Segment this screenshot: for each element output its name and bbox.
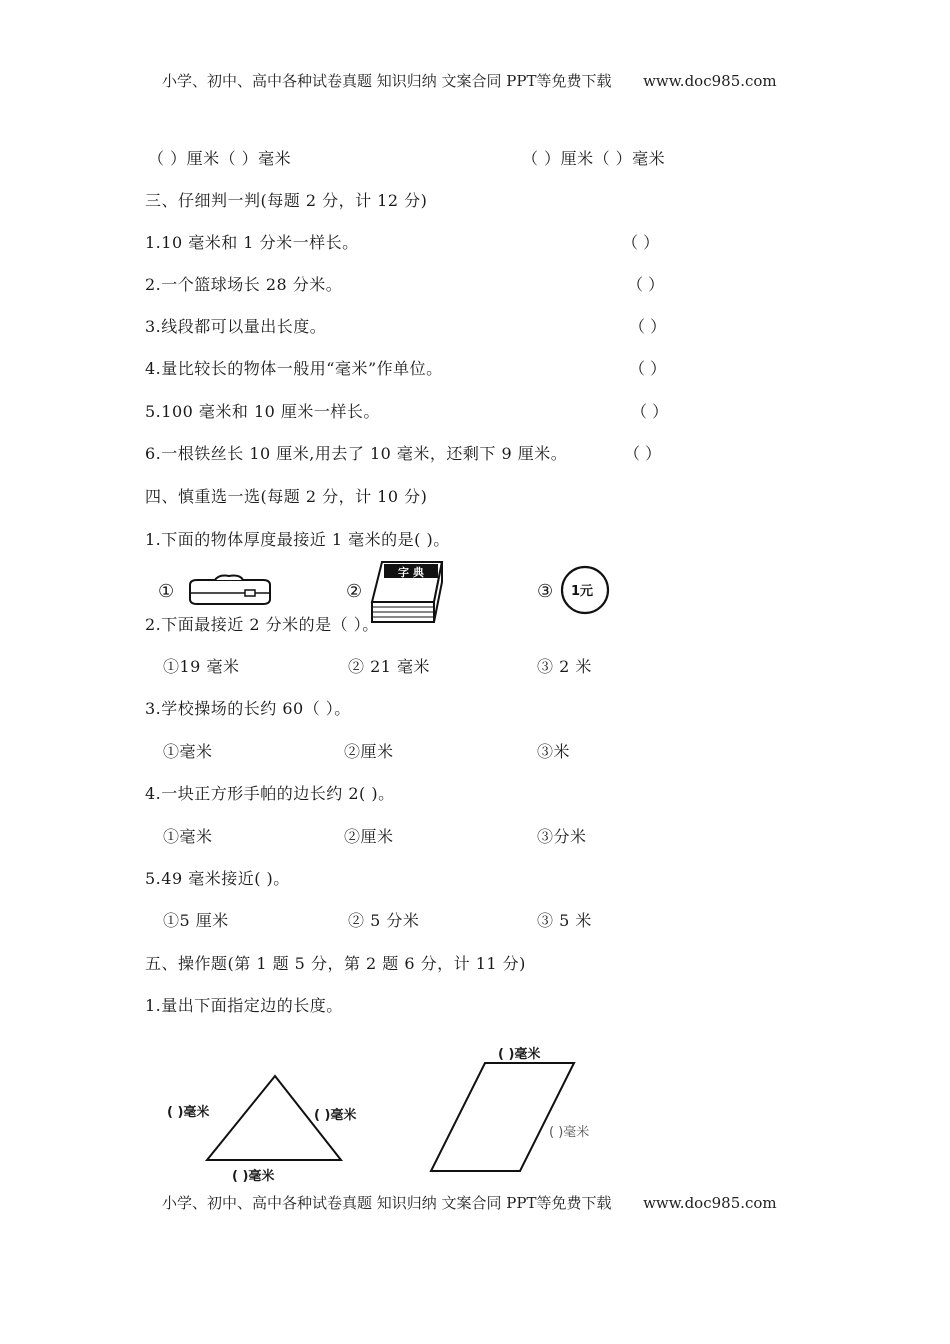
- choice-q2: 2.下面最接近 2 分米的是（ ）。: [145, 615, 379, 634]
- carryover-left: （ ）厘米（ ）毫米: [148, 149, 292, 168]
- choice-q4-option-1: ①毫米: [163, 827, 213, 846]
- judge-item-1: 1.10 毫米和 1 分米一样长。: [145, 233, 359, 252]
- page-header: [162, 70, 777, 91]
- judge-answer-4: （ ）: [629, 359, 667, 378]
- page-footer: [162, 1192, 777, 1213]
- choice-q3-option-3: ③米: [537, 742, 571, 761]
- choice-q5-option-2: ② 5 分米: [348, 911, 420, 930]
- triangle-bottom-label: ( )毫米: [232, 1169, 275, 1184]
- judge-answer-5: （ ）: [631, 402, 669, 421]
- header-site: www.doc985.com: [643, 72, 777, 90]
- choice-q2-option-1: ①19 毫米: [163, 657, 240, 676]
- carryover-right: （ ）厘米（ ）毫米: [522, 149, 666, 168]
- section4-title: 四、慎重选一选(每题 2 分，计 10 分): [145, 487, 428, 506]
- one-yuan-coin-icon: [558, 565, 612, 615]
- eraser-box-icon: [185, 577, 275, 607]
- operation-q1: 1.量出下面指定边的长度。: [145, 996, 343, 1015]
- choice-q4-option-3: ③分米: [537, 827, 587, 846]
- choice-q5-option-3: ③ 5 米: [537, 911, 592, 930]
- choice-q3-option-2: ②厘米: [344, 742, 394, 761]
- choice-q4: 4.一块正方形手帕的边长约 2( )。: [145, 784, 395, 803]
- judge-item-5: 5.100 毫米和 10 厘米一样长。: [145, 402, 380, 421]
- choice-q5: 5.49 毫米接近( )。: [145, 869, 290, 888]
- choice-q3: 3.学校操场的长约 60（ ）。: [145, 699, 351, 718]
- choice-q3-option-1: ①毫米: [163, 742, 213, 761]
- dictionary-label: 字 典: [398, 566, 424, 579]
- judge-answer-3: （ ）: [629, 317, 667, 336]
- judge-answer-2: （ ）: [627, 275, 665, 294]
- triangle-right-label: ( )毫米: [314, 1108, 357, 1123]
- choice-q1: 1.下面的物体厚度最接近 1 毫米的是( )。: [145, 530, 450, 549]
- triangle-left-label: ( )毫米: [167, 1105, 210, 1120]
- choice-q2-option-2: ② 21 毫米: [348, 657, 431, 676]
- judge-item-4: 4.量比较长的物体一般用“毫米”作单位。: [145, 359, 443, 378]
- judge-item-3: 3.线段都可以量出长度。: [145, 317, 327, 336]
- choice-q4-option-2: ②厘米: [344, 827, 394, 846]
- choice-q2-option-3: ③ 2 米: [537, 657, 592, 676]
- section3-title: 三、仔细判一判(每题 2 分，计 12 分): [145, 191, 428, 210]
- judge-item-6: 6.一根铁丝长 10 厘米,用去了 10 毫米，还剩下 9 厘米。: [145, 444, 568, 463]
- judge-answer-1: （ ）: [622, 233, 660, 252]
- header-text: 小学、初中、高中各种试卷真题 知识归纳 文案合同 PPT等免费下载: [162, 72, 612, 90]
- judge-answer-6: （ ）: [624, 444, 662, 463]
- parallelogram-figure: [425, 1058, 580, 1176]
- choice-q1-mark-2: ②: [346, 581, 363, 602]
- coin-label: 1元: [571, 584, 594, 599]
- parallelogram-top-label: ( )毫米: [498, 1047, 541, 1062]
- choice-q1-mark-1: ①: [158, 581, 175, 602]
- judge-item-2: 2.一个篮球场长 28 分米。: [145, 275, 343, 294]
- footer-text: 小学、初中、高中各种试卷真题 知识归纳 文案合同 PPT等免费下载: [162, 1194, 612, 1212]
- footer-site: www.doc985.com: [643, 1194, 777, 1212]
- choice-q1-mark-3: ③: [537, 581, 554, 602]
- choice-q5-option-1: ①5 厘米: [163, 911, 229, 930]
- dictionary-book-icon: [368, 556, 444, 628]
- section5-title: 五、操作题(第 1 题 5 分，第 2 题 6 分，计 11 分): [145, 954, 526, 973]
- parallelogram-right-label: ( )毫米: [549, 1125, 590, 1140]
